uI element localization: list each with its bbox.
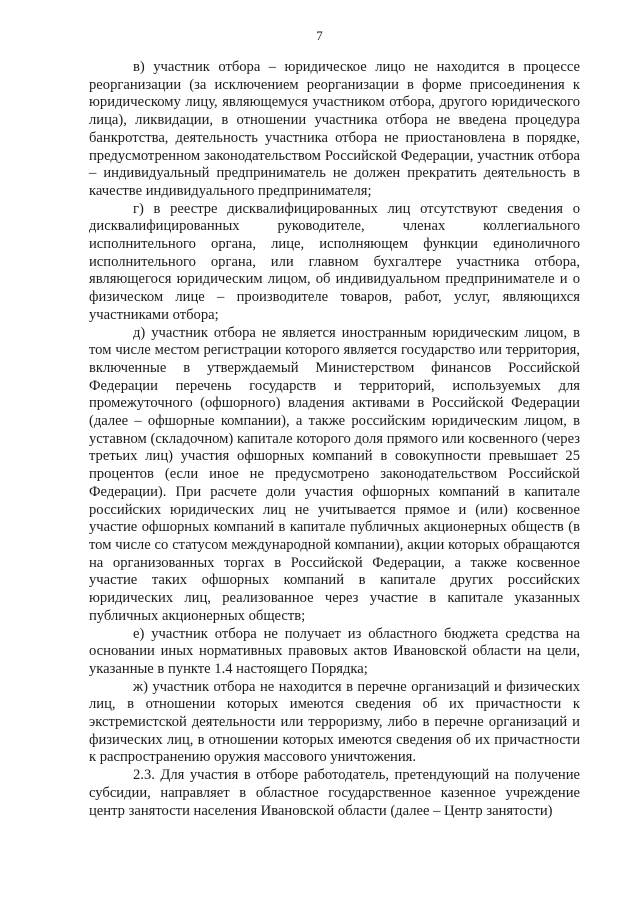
paragraph-v: в) участник отбора – юридическое лицо не находится в процессе реорганизации (за исключением реорганизации в форме присоединения к юридическому лицу, являющемуся участником отбора, другого юридического лица), ликвидации, в отношении участника отбора не введена процедура банкротства, деятельность участника отбора не приостановлена в порядке, предусмотренном законодательством Российской Федерации, участник отбора – индивидуальный предприниматель не должен прекратить деятельность в качестве индивидуального предпринимателя;: [89, 59, 580, 199]
paragraph-g: г) в реестре дисквалифицированных лиц отсутствуют сведения о дисквалифицированных руководителе, членах коллегиального исполнительного органа, лице, исполняющем функции единоличного исполнительного органа, или главном бухгалтере участника отбора, являющегося юридическим лицом, об индивидуальном предпринимателе и о физическом лице – производителе товаров, работ, услуг, являющихся участниками отбора;: [89, 200, 580, 323]
page-number: 7: [316, 28, 323, 43]
document-body: [89, 59, 580, 820]
paragraph-d: д) участник отбора не является иностранным юридическим лицом, в том числе местом регистрации которого является государство или территория, включенные в утверждаемый Министерством финансов Российской Федерации перечень государств и территорий, используемых для промежуточного (офшорного) владения активами в Российской Федерации (далее – офшорные компании), а также российским юридическим лицом, в уставном (складочном) капитале которого доля прямого или косвенного (через третьих лиц) участия офшорных компаний в совокупности превышает 25 процентов (если иное не предусмотрено законодательством Российской Федерации). При расчете доли участия офшорных компаний в капитале российских юридических лиц не учитывается прямое и (или) косвенное участие офшорных компаний в капитале публичных акционерных обществ (в том числе со статусом международной компании), акции которых обращаются на организованных торгах в Российской Федерации, а также косвенное участие таких офшорных компаний в капитале других российских юридических лиц, реализованное через участие в капитале указанных публичных акционерных обществ;: [89, 324, 580, 624]
paragraph-zh: ж) участник отбора не находится в перечне организаций и физических лиц, в отношении которых имеются сведения об их причастности к экстремистской деятельности или терроризму, либо в перечне организаций и физических лиц, в отношении которых имеются сведения об их причастности к распространению оружия массового уничтожения.: [89, 678, 580, 766]
paragraph-2-3: 2.3. Для участия в отборе работодатель, претендующий на получение субсидии, направляет в областное государственное казенное учреждение центр занятости населения Ивановской области (далее – Центр занятости): [89, 767, 580, 819]
paragraph-e: е) участник отбора не получает из областного бюджета средства на основании иных нормативных правовых актов Ивановской области на цели, указанные в пункте 1.4 настоящего Порядка;: [89, 625, 580, 677]
